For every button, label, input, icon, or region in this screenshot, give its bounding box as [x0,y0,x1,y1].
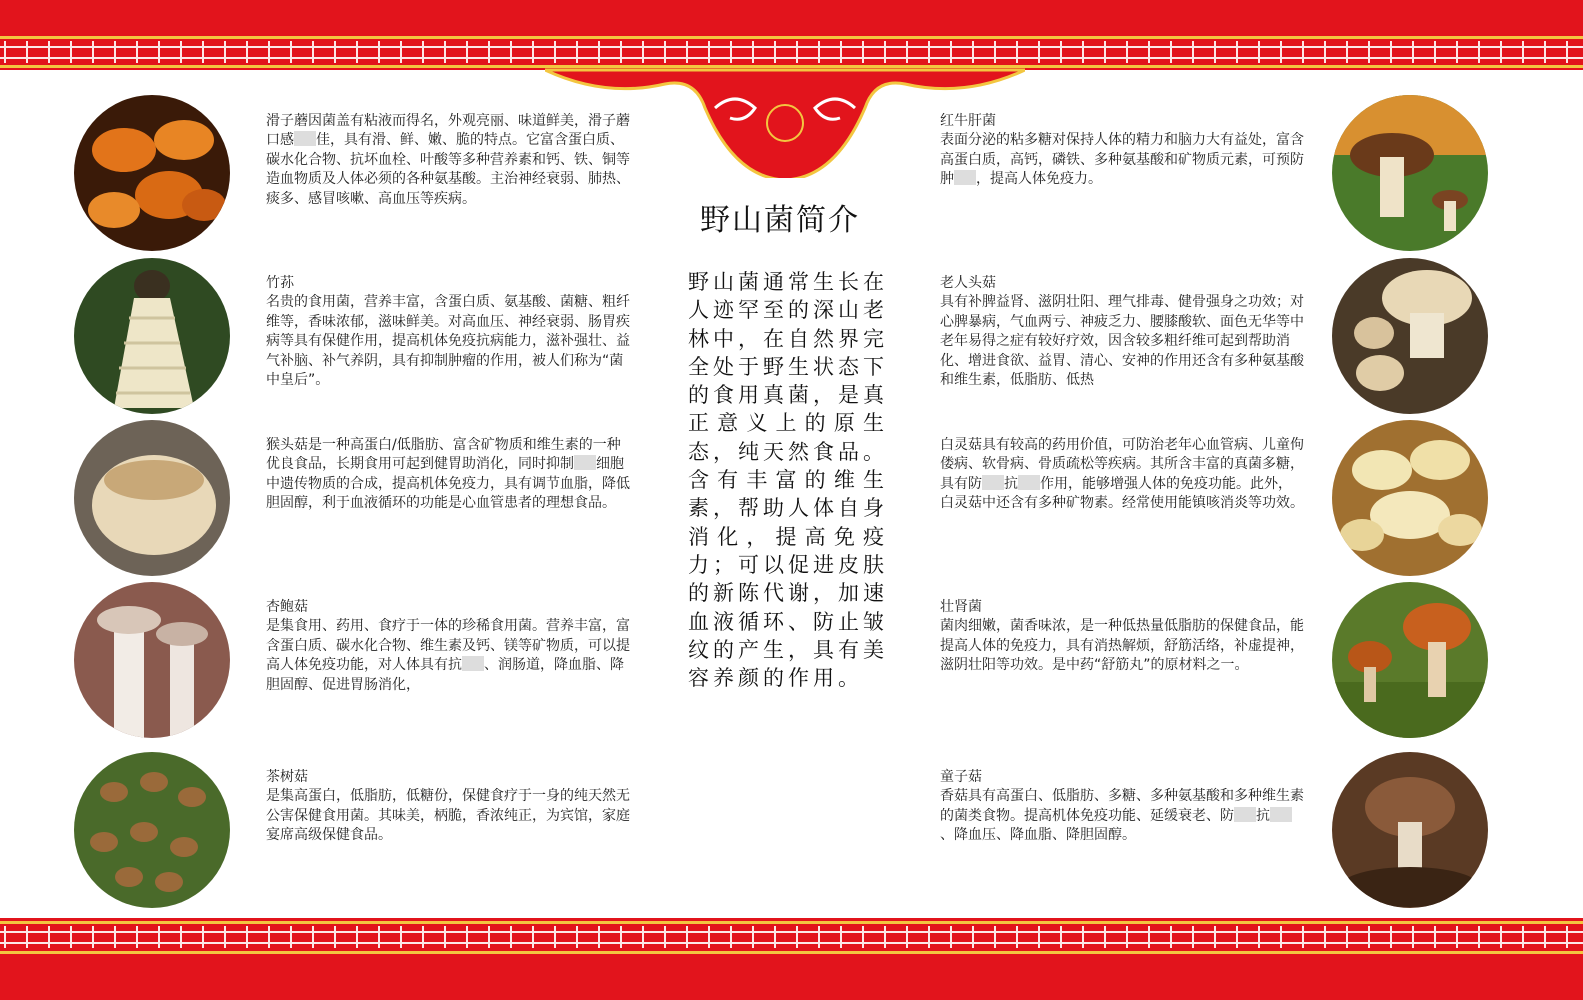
mushroom-photo-zhuangshenjun [1332,582,1488,738]
right-item-3 [940,436,1305,514]
gold-line [0,921,1583,924]
greek-key-pattern [0,41,1583,63]
redacted-mark [1270,807,1292,822]
item-text: 香菇具有高蛋白、低脂肪、多糖、多种氨基酸和多种维生素的菌类食物。提高机体免疫功能、延缓衰老、防 [940,788,1304,824]
mushroom-photo-chashugu [74,752,230,908]
right-item-4 [940,598,1305,676]
redacted-mark [1018,475,1040,490]
item-text: 滑子蘑口感 [266,113,630,149]
left-item-1 [266,112,631,209]
mushroom-photo-huazimo [74,95,230,251]
bottom-banner [0,918,1583,1000]
redacted-mark [574,455,596,470]
left-item-3 [266,436,631,514]
item-text: 作用，能够增强人体的免疫功能。此外，白灵菇中还含有多种矿物素。经常使用能镇咳消炎等功效。 [940,475,1304,512]
mushroom-photo-laorentougu [1332,258,1488,414]
item-text: 、润肠道，降血脂、降胆固醇、促进胃肠消化， [266,657,624,693]
top-banner [0,0,1583,70]
redacted-mark [1234,807,1256,822]
item-text: 是集高蛋白，低脂肪，低糖份，保健食疗于一身的纯天然无公害保健食用菌。其味美，柄脆，香浓纯正，为宾馆，家庭宴席高级保健食品。 [266,788,630,844]
mushroom-photo-zhusun [74,258,230,414]
item-text: 白灵菇具有较高的药用价值，可防治老年心血管病、儿童佝偻病、软骨病、骨质疏松等疾病。其所含丰富的真菌多糖，具有防 [940,437,1304,492]
mushroom-photo-bailinggu [1332,420,1488,576]
item-text: 名贵的食用菌，营养丰富，含蛋白质、氨基酸、菌糖、粗纤维等，香味浓郁，滋味鲜美。对高血压、神经衰弱、肠胃疾病等具有保健作用，提高机体免疫抗病能力，滋补强壮、益气补脑、补气养阴，具有抑制肿瘤的作用，被人们称为“菌中皇后”。 [266,294,630,389]
item-text: 抗 [1004,475,1018,492]
item-name: 杏鲍菇 [266,599,308,615]
right-item-2 [940,274,1305,390]
item-text: 表面分泌的粘多糖对保持人体的精力和脑力大有益处，富含高蛋白质，高钙，磷铁、多种氨基酸和矿物质元素，可预防肿 [940,132,1304,188]
gold-line [0,951,1583,954]
gold-line [0,36,1583,39]
item-text: ，提高人体免疫力。 [976,171,1102,188]
redacted-mark [982,475,1004,490]
mushroom-photo-hongniuganjun [1332,95,1488,251]
mushroom-photo-houtougu [74,420,230,576]
right-item-5 [940,768,1305,846]
left-item-5 [266,768,631,846]
item-text: 猴头菇是一种高蛋白/低脂肪、富含矿物质和维生素的一种优良食品，长期食用可起到健胃助消化，同时抑制 [266,437,621,473]
item-text: 佳，具有滑、鲜、嫩、脆的特点。它富含蛋白质、碳水化合物、抗坏血栓、叶酸等多种营养素和钙、铁、铜等造血物质及人体必须的各种氨基酸。主治神经衰弱、肺热、痰多、感冒咳嗽、高血压等疾病。 [266,132,630,207]
item-text: 滑子蘑因菌盖有粘液而得名，外观亮丽、味道鲜美， [266,113,588,129]
item-name: 茶树菇 [266,769,308,785]
item-text: 具有补脾益肾、滋阴壮阳、理气排毒、健骨强身之功效；对心脾暴病，气血两亏、神疲乏力、腰膝酸软、面色无华等中老年易得之症有较好疗效，因含较多粗纤维可起到帮助消化、增进食欲、益胃、清心、安神的作用还含有多种氨基酸和维生素，低脂肪、低热 [940,294,1304,389]
item-name: 童子菇 [940,769,982,785]
greek-key-pattern [0,926,1583,948]
item-text: 细胞中遗传物质的合成，提高机体免疫力，具有调节血脂，降低胆固醇，利于血液循环的功能是心血管患者的理想食品。 [266,456,630,512]
left-item-2 [266,274,631,390]
item-name: 壮肾菌 [940,599,982,615]
mushroom-photo-tongzigu [1332,752,1488,908]
item-text: 菌肉细嫩，菌香味浓，是一种低热量低脂肪的保健食品，能提高人体的免疫力，具有消热解烦，舒筋活络，补虚提神，滋阴壮阳等功效。是中药“舒筋丸”的原材料之一。 [940,618,1304,674]
item-text: 、降血压、降血脂、降胆固醇。 [940,827,1136,844]
mushroom-photo-xingbaogu [74,582,230,738]
item-text: 是集食用、药用、食疗于一体的珍稀食用菌。营养丰富，富含蛋白质、碳水化合物、维生素及钙、镁等矿物质，可以提高人体免疫功能，对人体具有抗 [266,618,630,674]
redacted-mark [462,656,484,671]
page-title: 野山菌简介 [700,203,860,238]
intro-text: 野山菌通常生长在人迹罕至的深山老林中，在自然界完全处于野生状态下的食用真菌，是真正意义上的原生态，纯天然食品。含有丰富的维生素，帮助人体自身消化，提高免疫力；可以促进皮肤的新陈代谢，加速血液循环、防止皱纹的产生，具有美容养颜的作用。 [688,270,888,691]
right-item-1 [940,112,1305,190]
item-text: 抗 [1256,807,1270,824]
item-name: 红牛肝菌 [940,113,996,129]
redacted-mark [954,170,976,185]
item-name: 老人头菇 [940,275,996,291]
item-name: 竹荪 [266,275,294,291]
left-item-4 [266,598,631,695]
redacted-mark [294,131,316,146]
